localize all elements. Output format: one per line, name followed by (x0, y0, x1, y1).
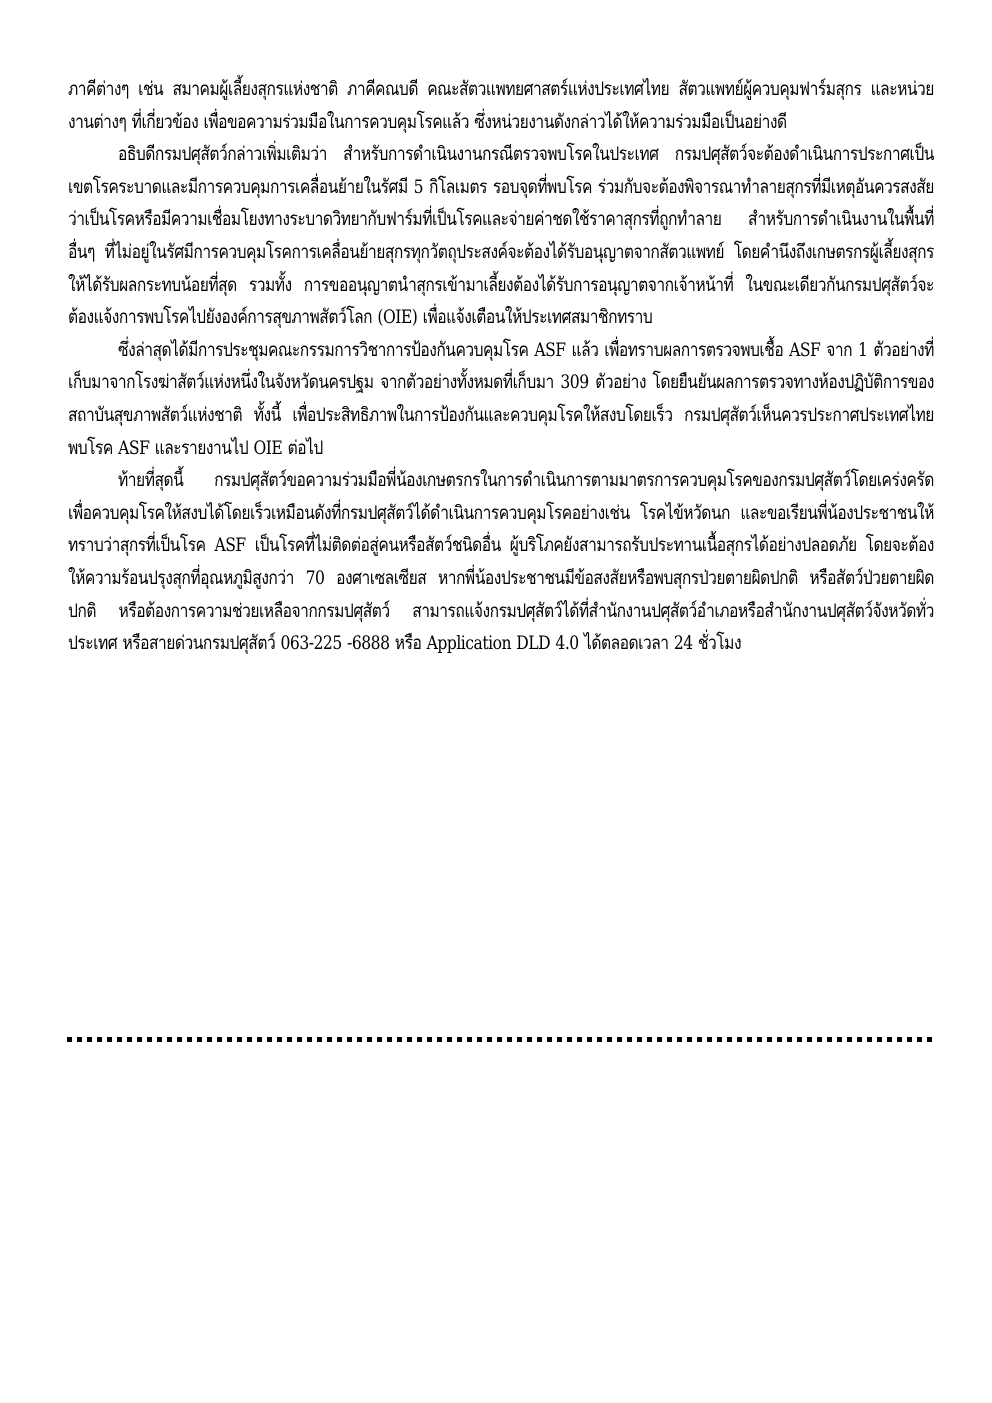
paragraph-public-advisory: ท้ายที่สุดนี้ กรมปศุสัตว์ขอความร่วมมือพี่น้องเกษตรกรในการดำเนินการตามมาตรการควบคุมโรคของกรมปศุสัตว์โดยเคร่งครัด เพื่อควบคุมโรคให้สงบได้โดยเร็วเหมือนดังที่กรมปศุสัตว์ได้ดำเนินการควบคุมโรคอย่างเช่น โรคไข้หวัดนก และขอเรียนพี่น้องประชาชนให้ทราบว่าสุกรที่เป็นโรค ASF เป็นโรคที่ไม่ติดต่อสู่คนหรือสัตว์ชนิดอื่น ผู้บริโภคยังสามารถรับประทานเนื้อสุกรได้อย่างปลอดภัย โดยจะต้องให้ความร้อนปรุงสุกที่อุณหภูมิสูงกว่า 70 องศาเซลเซียส หากพี่น้องประชาชนมีข้อสงสัยหรือพบสุกรป่วยตายผิดปกติ หรือสัตว์ป่วยตายผิดปกติ หรือต้องการความช่วยเหลือจากกรมปศุสัตว์ สามารถแจ้งกรมปศุสัตว์ได้ที่สำนักงานปศุสัตว์อำเภอหรือสำนักงานปศุสัตว์จังหวัดทั่วประเทศ หรือสายด่วนกรมปศุสัตว์ 063-225 -6888 หรือ Application DLD 4.0 ได้ตลอดเวลา 24 ชั่วโมง (68, 469, 934, 655)
document-body (68, 73, 934, 660)
paragraph-partners: ภาคีต่างๆ เช่น สมาคมผู้เลี้ยงสุกรแห่งชาติ ภาคีคณบดี คณะสัตวแพทยศาสตร์แห่งประเทศไทย สัตวแพทย์ผู้ควบคุมฟาร์มสุกร และหน่วยงานต่างๆ ที่เกี่ยวข้อง เพื่อขอความร่วมมือในการควบคุมโรคแล้ว ซึ่งหน่วยงานดังกล่าวได้ให้ความร่วมมือเป็นอย่างดี (68, 78, 934, 133)
paragraph-asf-committee-findings: ซึ่งล่าสุดได้มีการประชุมคณะกรรมการวิชาการป้องกันควบคุมโรค ASF แล้ว เพื่อทราบผลการตรวจพบเชื้อ ASF จาก 1 ตัวอย่างที่เก็บมาจากโรงฆ่าสัตว์แห่งหนึ่งในจังหวัดนครปฐม จากตัวอย่างทั้งหมดที่เก็บมา 309 ตัวอย่าง โดยยืนยันผลการตรวจทางห้องปฏิบัติการของสถาบันสุขภาพสัตว์แห่งชาติ ทั้งนี้ เพื่อประสิทธิภาพในการป้องกันและควบคุมโรคให้สงบโดยเร็ว กรมปศุสัตว์เห็นควรประกาศประเทศไทยพบโรค ASF และรายงานไป OIE ต่อไป (68, 338, 934, 459)
paragraph-director-general-statement: อธิบดีกรมปศุสัตว์กล่าวเพิ่มเติมว่า สำหรับการดำเนินงานกรณีตรวจพบโรคในประเทศ กรมปศุสัตว์จะต้องดำเนินการประกาศเป็นเขตโรคระบาดและมีการควบคุมการเคลื่อนย้ายในรัศมี 5 กิโลเมตร รอบจุดที่พบโรค ร่วมกับจะต้องพิจารณาทำลายสุกรที่มีเหตุอันควรสงสัยว่าเป็นโรคหรือมีความเชื่อมโยงทางระบาดวิทยากับฟาร์มที่เป็นโรคและจ่ายค่าชดใช้ราคาสุกรที่ถูกทำลาย สำหรับการดำเนินงานในพื้นที่อื่นๆ ที่ไม่อยู่ในรัศมีการควบคุมโรคการเคลื่อนย้ายสุกรทุกวัตถุประสงค์จะต้องได้รับอนุญาตจากสัตวแพทย์ โดยคำนึงถึงเกษตรกรผู้เลี้ยงสุกรให้ได้รับผลกระทบน้อยที่สุด รวมทั้ง การขออนุญาตนำสุกรเข้ามาเลี้ยงต้องได้รับการอนุญาตจากเจ้าหน้าที่ ในขณะเดียวกันกรมปศุสัตว์จะต้องแจ้งการพบโรคไปยังองค์การสุขภาพสัตว์โลก (OIE) เพื่อแจ้งเตือนให้ประเทศสมาชิกทราบ (68, 143, 934, 329)
dotted-divider (67, 1037, 935, 1042)
